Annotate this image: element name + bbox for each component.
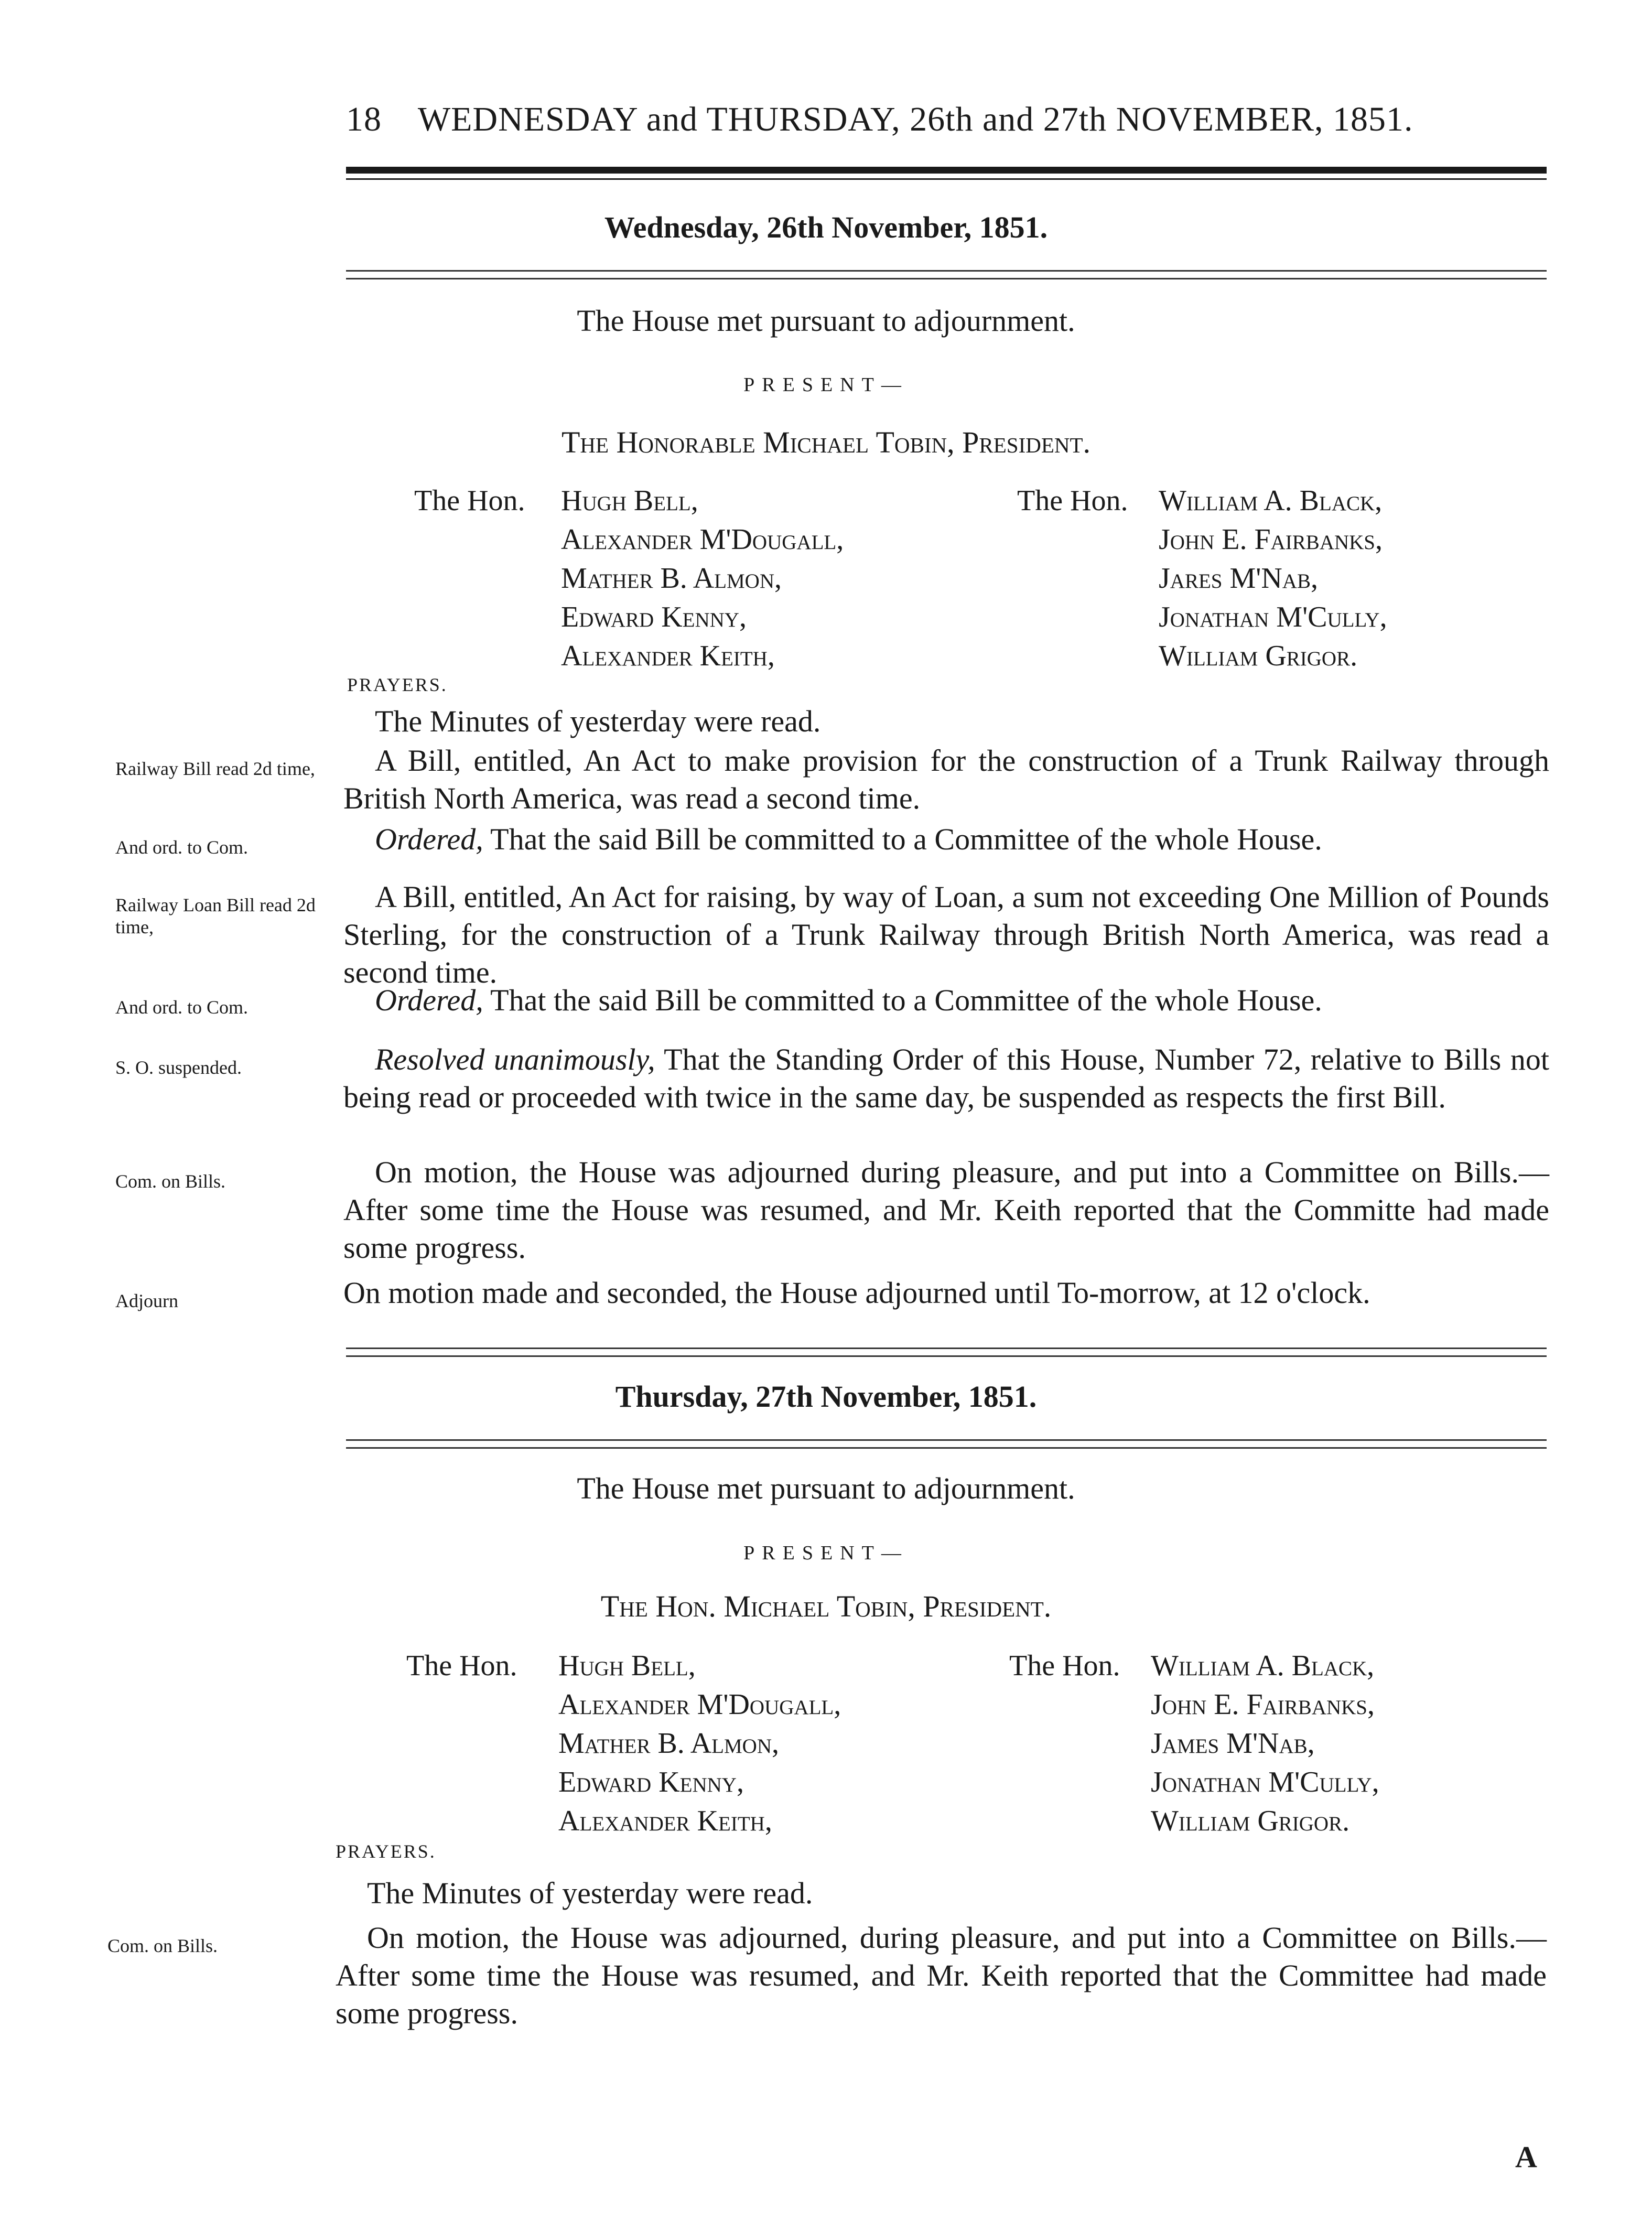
day1-minutes: The Minutes of yesterday were read. [375, 704, 821, 738]
member: John E. Fairbanks, [1159, 523, 1383, 556]
page-number: 18 [346, 100, 382, 138]
day2-president: The Hon. Michael Tobin, President. [600, 1589, 1052, 1623]
day1-president: The Honorable Michael Tobin, President. [561, 425, 1091, 459]
member: Jonathan M'Cully, [1151, 1766, 1379, 1798]
day1-heading-rule [346, 270, 1547, 279]
day2-members-left [558, 1646, 841, 1840]
member: William Grigor. [1159, 640, 1358, 672]
day1-hon-label-left: The Hon. [414, 484, 525, 517]
day2-met: The House met pursuant to adjournment. [577, 1471, 1075, 1505]
day1-hon-label-right: The Hon. [1017, 484, 1128, 517]
margin-note-suspended: S. O. suspended. [115, 1057, 242, 1078]
member: Hugh Bell, [558, 1650, 696, 1682]
margin-note-day2-committee: Com. on Bills. [107, 1935, 218, 1956]
margin-note-loan-bill: Railway Loan Bill read 2d time, [115, 894, 316, 937]
margin-note-ordered2: And ord. to Com. [115, 997, 249, 1018]
member: Jonathan M'Cully, [1159, 601, 1387, 633]
day1-ordered1: Ordered, That the said Bill be committed to a Committee of the whole House. [375, 822, 1322, 856]
member: William Grigor. [1151, 1805, 1350, 1837]
member: William A. Black, [1159, 484, 1383, 517]
day2-heading-rule [346, 1439, 1547, 1449]
day2-hon-label-left: The Hon. [406, 1650, 517, 1682]
margin-note-ordered1: And ord. to Com. [115, 837, 249, 858]
header-rule-thin [346, 178, 1547, 180]
day2-heading: Thursday, 27th November, 1851. [615, 1379, 1037, 1414]
member: Mather B. Almon, [561, 562, 782, 595]
day1-members-left [561, 481, 844, 675]
day1-present: PRESENT— [743, 374, 909, 396]
header-rule-thick [346, 167, 1547, 174]
margin-note-adjourn: Adjourn [115, 1290, 178, 1311]
day1-met: The House met pursuant to adjournment. [577, 304, 1075, 338]
member: Hugh Bell, [561, 484, 698, 517]
running-header [346, 100, 1413, 139]
margin-note-railway-bill: Railway Bill read 2d time, [115, 758, 315, 779]
day1-heading: Wednesday, 26th November, 1851. [604, 210, 1048, 244]
day1-resolved: Resolved unanimously, That the Standing Order of this House, Number 72, relative to Bills not being read or proceeded with twice in the same day, be suspended as respects the first Bill. [343, 1042, 1549, 1114]
day1-members-right [1159, 481, 1387, 675]
member: Alexander M'Dougall, [558, 1688, 841, 1721]
member: Edward Kenny, [561, 601, 747, 633]
member: Alexander Keith, [561, 640, 775, 672]
member: Mather B. Almon, [558, 1727, 779, 1760]
day2-hon-label-right: The Hon. [1009, 1650, 1120, 1682]
day2-top-rule [346, 1348, 1547, 1357]
day2-members-right [1151, 1646, 1379, 1840]
member: Jares M'Nab, [1159, 562, 1318, 595]
day1-members [414, 481, 1568, 681]
member: James M'Nab, [1151, 1727, 1315, 1760]
member: John E. Fairbanks, [1151, 1688, 1375, 1721]
day1-committee: On motion, the House was adjourned during pleasure, and put into a Committee on Bills.—After some time the House was resumed, and Mr. Keith reported that the Committe had made some progress. [343, 1155, 1549, 1265]
page-signature: A [1515, 2140, 1537, 2174]
day1-prayers: PRAYERS. [347, 674, 448, 695]
day1-loan-bill: A Bill, entitled, An Act for raising, by way of Loan, a sum not exceeding One Million of Pounds Sterling, for the construction of a Trunk Railway through British North America, was read a second time. [343, 880, 1549, 989]
day2-minutes: The Minutes of yesterday were read. [367, 1876, 813, 1910]
day2-committee: On motion, the House was adjourned, during pleasure, and put into a Committee on Bills.—After some time the House was resumed, and Mr. Keith reported that the Committee had made some progress. [336, 1921, 1547, 2030]
member: Alexander Keith, [558, 1805, 772, 1837]
member: William A. Black, [1151, 1650, 1375, 1682]
day1-adjourn: On motion made and seconded, the House adjourned until To-morrow, at 12 o'clock. [343, 1276, 1370, 1310]
day2-members [406, 1646, 1560, 1846]
header-title: WEDNESDAY and THURSDAY, 26th and 27th NOVEMBER, 1851. [417, 100, 1413, 138]
member: Alexander M'Dougall, [561, 523, 844, 556]
margin-note-committee: Com. on Bills. [115, 1171, 226, 1192]
day2-present: PRESENT— [743, 1542, 909, 1564]
day1-railway-bill: A Bill, entitled, An Act to make provision for the construction of a Trunk Railway through British North America, was read a second time. [343, 743, 1549, 815]
day2-prayers: PRAYERS. [336, 1841, 436, 1862]
day1-ordered2: Ordered, That the said Bill be committed to a Committee of the whole House. [375, 983, 1322, 1017]
member: Edward Kenny, [558, 1766, 744, 1798]
